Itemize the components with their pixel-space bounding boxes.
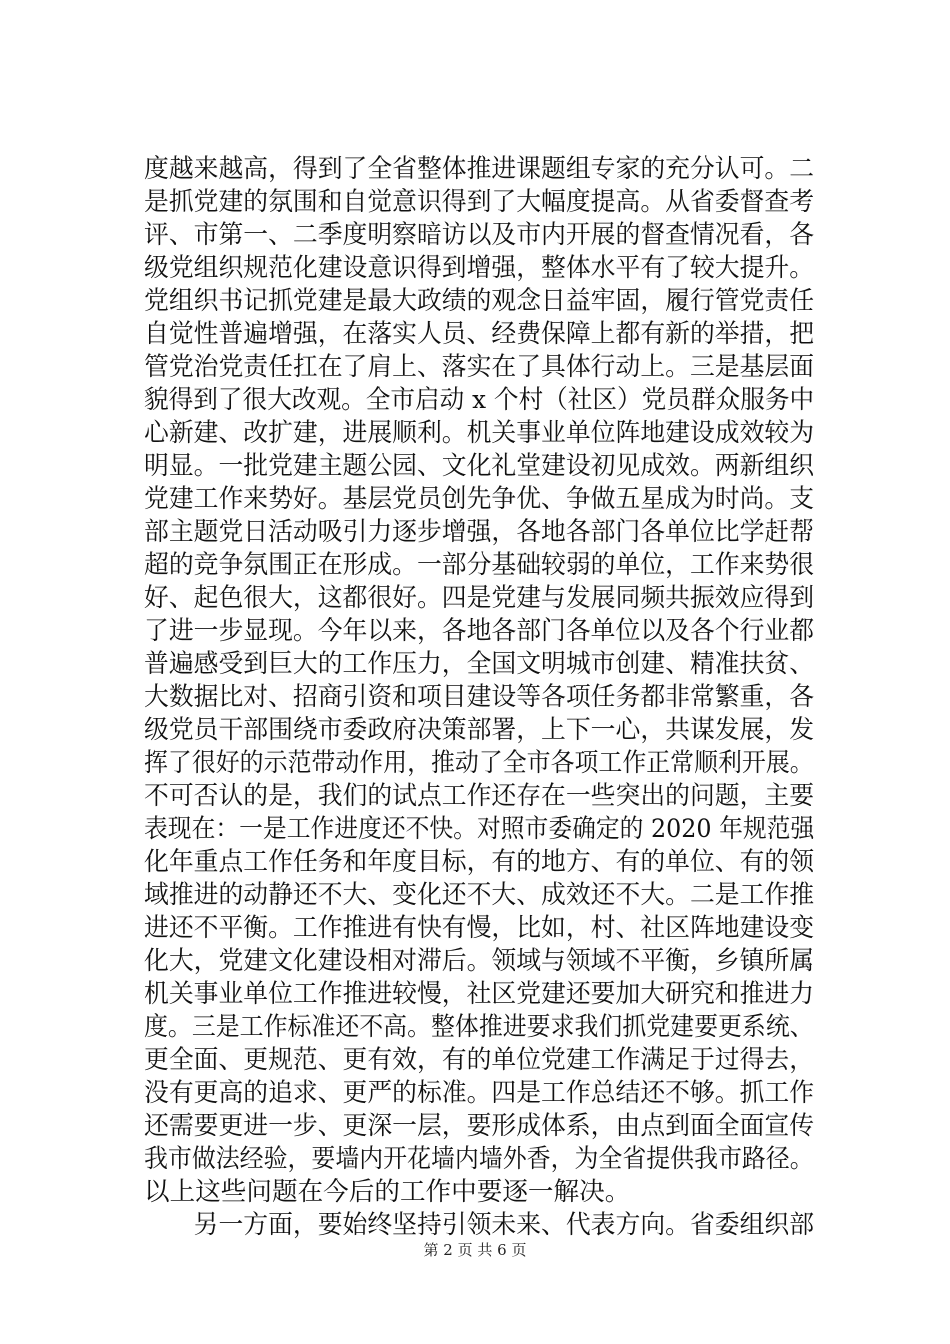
text-line: 党组织书记抓党建是最大政绩的观念日益牢固，履行管党责任 — [144, 286, 815, 316]
text-line: 自觉性普遍增强，在落实人员、经费保障上都有新的举措，把 — [144, 319, 815, 349]
text-line: 化年重点工作任务和年度目标，有的地方、有的单位、有的领 — [144, 847, 815, 877]
text-line: 挥了很好的示范带动作用，推动了全市各项工作正常顺利开展。 — [144, 748, 814, 778]
text-line: 级党组织规范化建设意识得到增强，整体水平有了较大提升。 — [144, 253, 815, 283]
text-line: 貌得到了很大改观。全市启动 x 个村（社区）党员群众服务中 — [144, 385, 815, 415]
text-line: 级党员干部围绕市委政府决策部署，上下一心，共谋发展，发 — [144, 715, 815, 745]
text-line: 域推进的动静还不大、变化还不大、成效还不大。二是工作推 — [144, 880, 815, 910]
text-line: 明显。一批党建主题公园、文化礼堂建设初见成效。两新组织 — [144, 451, 815, 481]
text-line: 评、市第一、二季度明察暗访以及市内开展的督查情况看，各 — [144, 220, 815, 250]
text-line: 更全面、更规范、更有效，有的单位党建工作满足于过得去， — [144, 1045, 815, 1075]
text-line: 化大，党建文化建设相对滞后。领域与领域不平衡，乡镇所属 — [144, 946, 815, 976]
text-line: 是抓党建的氛围和自觉意识得到了大幅度提高。从省委督查考 — [144, 187, 815, 217]
text-line: 度越来越高，得到了全省整体推进课题组专家的充分认可。二 — [144, 154, 815, 184]
text-line: 好、起色很大，这都很好。四是党建与发展同频共振效应得到 — [144, 583, 815, 613]
text-line: 超的竞争氛围正在形成。一部分基础较弱的单位，工作来势很 — [144, 550, 815, 580]
text-line: 以上这些问题在今后的工作中要逐一解决。 — [144, 1177, 631, 1207]
text-line: 大数据比对、招商引资和项目建设等各项任务都非常繁重，各 — [144, 682, 815, 712]
text-line: 机关事业单位工作推进较慢，社区党建还要加大研究和推进力 — [144, 979, 815, 1009]
text-line: 没有更高的追求、更严的标准。四是工作总结还不够。抓工作 — [144, 1078, 815, 1108]
text-line: 不可否认的是，我们的试点工作还存在一些突出的问题，主要 — [144, 781, 815, 811]
page-number-footer: 第 2 页 共 6 页 — [423, 1241, 527, 1259]
text-line: 了进一步显现。今年以来，各地各部门各单位以及各个行业都 — [144, 616, 815, 646]
text-line: 党建工作来势好。基层党员创先争优、争做五星成为时尚。支 — [144, 484, 815, 514]
text-line: 度。三是工作标准还不高。整体推进要求我们抓党建要更系统、 — [144, 1012, 814, 1042]
text-line: 进还不平衡。工作推进有快有慢，比如，村、社区阵地建设变 — [144, 913, 815, 943]
text-line: 还需要更进一步、更深一层，要形成体系，由点到面全面宣传 — [144, 1111, 815, 1141]
text-line: 表现在：一是工作进度还不快。对照市委确定的 2020 年规范强 — [144, 814, 815, 844]
text-line: 普遍感受到巨大的工作压力，全国文明城市创建、精准扶贫、 — [144, 649, 815, 679]
text-line: 部主题党日活动吸引力逐步增强，各地各部门各单位比学赶帮 — [144, 517, 815, 547]
text-line: 另一方面，要始终坚持引领未来、代表方向。省委组织部 — [144, 1210, 815, 1240]
text-line: 我市做法经验，要墙内开花墙内墙外香，为全省提供我市路径。 — [144, 1144, 814, 1174]
text-line: 心新建、改扩建，进展顺利。机关事业单位阵地建设成效较为 — [144, 418, 815, 448]
text-line: 管党治党责任扛在了肩上、落实在了具体行动上。三是基层面 — [144, 352, 815, 382]
